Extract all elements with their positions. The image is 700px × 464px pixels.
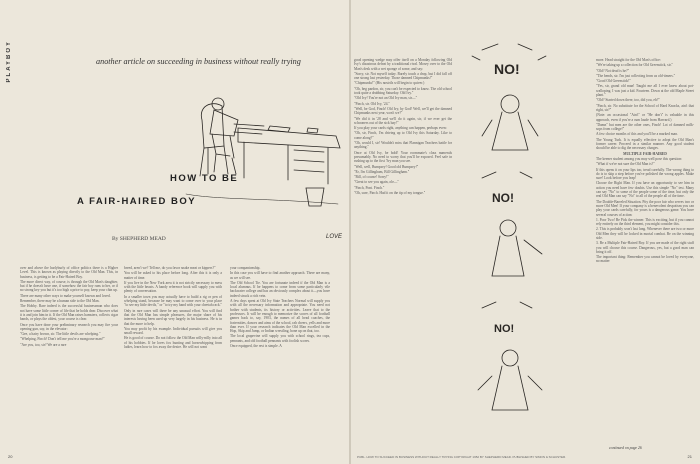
- text-column-5: [596, 58, 694, 450]
- paragraph: "The bends, sir. I'm just collecting from us old-timers.": [596, 73, 676, 78]
- no-speech-3: NO!: [494, 323, 515, 335]
- paragraph: "Old? Started down there, too, did you, eh?": [596, 98, 660, 103]
- copyright-footer: PUBL. HOW TO SUCCEED IN BUSINESS WITHOUT REALLY TRYING COPYRIGHT 1952 BY SHEPHERD MEAD. PUBLISHED BY SIMON & SCHUSTER.: [357, 455, 566, 459]
- paragraph: Once equipped, the rest is simple. A: [230, 344, 282, 349]
- paragraph: If you play your cards right, anything can happen, perhaps even:: [354, 126, 447, 131]
- article-title-line-1: HOW TO BE: [170, 173, 239, 184]
- paragraph: "We did it in '28 and we'll do it again, sir, if we ever get the schooners out of the sick bay!": [354, 116, 452, 125]
- paragraph: Once you have done your preliminary research you may fire your opening gun, say, in the elevator:: [20, 322, 118, 331]
- paragraph: The keener student among you may well pose this question:: [596, 156, 683, 161]
- paragraph: The Old School Tie. You are fortunate indeed if the Old Man is a local alumnus. If he happens to come from some particularly vile backwater college and has an obviously complex about it—you have indeed struck a rich vein.: [230, 280, 330, 298]
- paragraph: "Er, I'm Gillingham, Bill Gillingham.": [354, 169, 410, 174]
- byline: By SHEPHERD MEAD: [112, 236, 166, 242]
- paragraph: The local grapevine will supply you with school rings, tea cups, pennants, and old football pennants with foolish scores.: [230, 334, 330, 343]
- paragraph: "Whelping, Finch? Don't tell me you're a mongoose man?": [20, 337, 105, 342]
- paragraph: more. Head straight for the Old Man's office:: [596, 58, 661, 62]
- text-column-2: [124, 266, 222, 446]
- paragraph: A few days spent at Old Ivy State Teachers Normal will supply you with all the necessary information and appropriate. You need not bother with students, its history or activities. Leave that to the professors. It will be enough to memorize the scores of all football games back to, say, 1903, the names of all head coaches, the fraternities, dances and aims of the school, rah cheers, yells and more than ever. If your research indicates the Old Man excelled in the Hop, Skip and Jump, or Indian wrestling, bone up on that, too.: [230, 299, 330, 334]
- paragraph: "Oh, beg pardon, sir, you can't be expected to know. The old school took quite a drubbing Saturday. Old Ivy.": [354, 86, 452, 96]
- article-kicker: another article on succeeding in business without really trying: [96, 57, 301, 66]
- paragraph: "Are you, too, sir? We are a rare: [20, 342, 67, 347]
- paragraph: The more direct way, of course, is through the Old Man's daughter, but if he doesn't have one, if somehow the fair boy runs to her, or if no strong key you but it's too high a price to pay, keep your chin up.: [20, 279, 118, 293]
- paragraph: The Double-Barreled Situation. Pity the poor fair who serves two or more Old Men! If your company is a benevolent despotism you can play your cards carefully, for yours is a dangerous game. You have several courses of action:: [596, 199, 694, 217]
- office-desk-illustration: [178, 76, 348, 256]
- paragraph: breed, aren't we? Tell me, do you favor snake meat or kippers?": [124, 266, 216, 270]
- article-title-line-2: A FAIR-HAIRED BOY: [77, 196, 197, 207]
- paragraph: The Young Turk. It is equally effective to adopt the Old Man's former career. Proceed in a similar manner. Any good student should be able to dig the necessary charges.: [596, 137, 694, 151]
- paragraph: "Old? Not dead is he?": [596, 68, 630, 73]
- text-column-3: [230, 266, 330, 446]
- paragraph: (Note: an occasional "Ain't" or "He don't" is valuable in this approach, even if you're a cum laude from Harvard.): [596, 113, 694, 122]
- paragraph: "Good Old Greenstick!": [596, 79, 631, 84]
- paragraph: "Finch, Pont. Finch.": [354, 185, 385, 190]
- paragraph: The important thing: Remember you cannot be loved by everyone, no matter: [596, 255, 694, 264]
- paragraph: 2. This is probably won't last long. Whenever there are two or more Old Men they will be locked in mortal combat. Be on the winning side.: [596, 227, 694, 240]
- paragraph: He is good of course. Do not follow the Old Man willy-nilly into all of his hobbies. If he loves fox hunting and horsewhipping from ladies, learn how to fox away the desire. He will not want: [124, 336, 222, 350]
- paragraph: In this case you will have to find another approach. There are many, as we will see.: [230, 271, 330, 280]
- left-page: [0, 0, 349, 464]
- paragraph: "Old Ivy! You're not an Old Ivy man, sir—": [354, 96, 418, 101]
- paragraph: Only in rare cases will there be any unusual effort. You will find that the Old Man has simple pleasures, the major share of his interests having been used up very largely in his business. He is in that the more to help.: [124, 308, 222, 326]
- paragraph: The Hobby. Rare indeed is the successful businessman who does not have some little corner of life that he holds dear. Discover what it is and join him in it. If the Old Man raises hamsters, collects cigar bands, or plays the oldest, your course is clear.: [20, 304, 118, 322]
- paragraph: If you live in the New York area it is not strictly necessary to mess with the little beasts. A handy reference book will supply you with plenty of conversation.: [124, 280, 222, 294]
- continued-note: continued on page 26: [609, 446, 642, 450]
- artist-signature: LOVE: [326, 234, 343, 240]
- paragraph: If this opens it on your lips too, tread carefully. The wrong thing to do is to skip a step before you've polished the wrong apples. Make sure! Look before you leap!: [596, 167, 694, 181]
- paragraph: A few choice months of this and you'll be a marked man.: [596, 132, 678, 137]
- page-number-right: 21: [687, 454, 692, 459]
- right-page: [351, 0, 700, 464]
- paragraph: Remember, there may be a human side to the Old Man.: [20, 299, 100, 304]
- text-column-4: [354, 58, 452, 450]
- paragraph: You will be asked to his place before long. After this it is only a matter of time.: [124, 271, 222, 280]
- paragraph: Once at Old Ivy, be bold! Your roommate's class numerals presumably. No need to worry that you'll be exposed. Feel safe in rushing up to the first 'Ivy man you see.: [354, 150, 452, 164]
- paragraph: "Yes, sir, grand old man! Taught me all I ever knew about pot-walloping. I was just a kid. Fourteen. Down at the old Maple Street plant.": [596, 84, 694, 98]
- paragraph: "Damn" but men are the other ones, Finch! Lot of damned milk-sops from college!": [596, 122, 694, 132]
- paragraph: "We're taking up a collection for Old Greenstick, sir.": [596, 63, 673, 68]
- paragraph: You may profit by his example. Individual pursuits will give you small reward.: [124, 326, 222, 336]
- paragraph: "Finch, sir. Old Ivy, '24.": [354, 101, 390, 106]
- paragraph: "Well, well, Bumpsey! Good old Bumpsey!": [354, 164, 419, 169]
- no-speech-2: NO!: [492, 191, 514, 205]
- paragraph: In a smaller town you may actually have to build a rig or pen of whelping stand, because he may want to come over to your place "to see my little devils," or "to try my hand with your cheetah rack.": [124, 294, 222, 308]
- paragraph: "Finch, sir. No substitute for the School of Hard Knocks, ain't that right, sir?": [596, 103, 694, 112]
- paragraph: "Chipmunks!" (His nostrils will begin to quiver.): [354, 81, 425, 86]
- paragraph: 1. Poor Two! Be Pick the winner. This is exciting, but if you cannot rely entirely on the third element, you might consider this.: [596, 217, 694, 227]
- paragraph: over and above the hurlyburly of office politics there is a Higher Level. This is known as playing directly to the Old Man. This, in business, is getting to be a Fair-Haired Boy.: [20, 266, 118, 279]
- page-number-left: 20: [8, 454, 13, 459]
- paragraph: "Gee, a hairy brown, sir. The little devils are whelping.": [20, 332, 101, 337]
- section-heading: MULTIPLE FAIR-HAIRED: [623, 151, 667, 156]
- paragraph: your companionship.: [230, 266, 261, 270]
- paragraph: "Well, be God, Finch! Old Ivy, by God! Well, we'll get the damned Chipmunks next year, won't we?": [354, 106, 452, 116]
- paragraph: "Sorry, sir. Not myself today. Barely touch a drop, but I did fall off one strong last yesterday. Those damned Chipmunks!": [354, 71, 452, 81]
- text-column-1: [20, 266, 118, 446]
- paragraph: "Oh, sure, Finch. Had it on the tip of my tongue.": [354, 191, 426, 196]
- running-head: PLAYBOY: [6, 40, 12, 83]
- paragraph: 3. Be a Multiple Fair-Haired Boy. If you are made of the right stuff you will choose this course. Dangerous, yes, but a good man can bring it off.: [596, 241, 694, 254]
- paragraph: "What if we're not sure the Old Man is?": [596, 162, 655, 167]
- paragraph: good opening wedge may offer itself on a Monday following Old Ivy's disastrous defeat by a traditional rival. Mosey over to the Old Man's desk with a wet sponge of some, and say:: [354, 58, 452, 71]
- no-speech-1: NO!: [494, 61, 520, 77]
- paragraph: Choose the Right Man. If you have an opportunity to see him in action you need have few doubts. Use this simple "No" test. Many can say "No" to some of the people some of the time, but only the real Old Man can say "No" to all of the people all of the time.: [596, 181, 694, 199]
- paragraph: There are many other ways to make yourself known and loved.: [20, 293, 111, 298]
- paragraph: "Great to see you again, ole—": [354, 180, 399, 185]
- paragraph: "Oh, would I, sir! Wouldn't miss that Flannigan Teachers battle for anything.": [354, 141, 452, 150]
- paragraph: "Oh, sir, Finch, I'm driving up to Old Ivy this Saturday. Like to come along?": [354, 131, 452, 140]
- paragraph: "Bill, of course! Sorry!": [354, 175, 389, 180]
- no-cartoon-strip: [462, 40, 558, 450]
